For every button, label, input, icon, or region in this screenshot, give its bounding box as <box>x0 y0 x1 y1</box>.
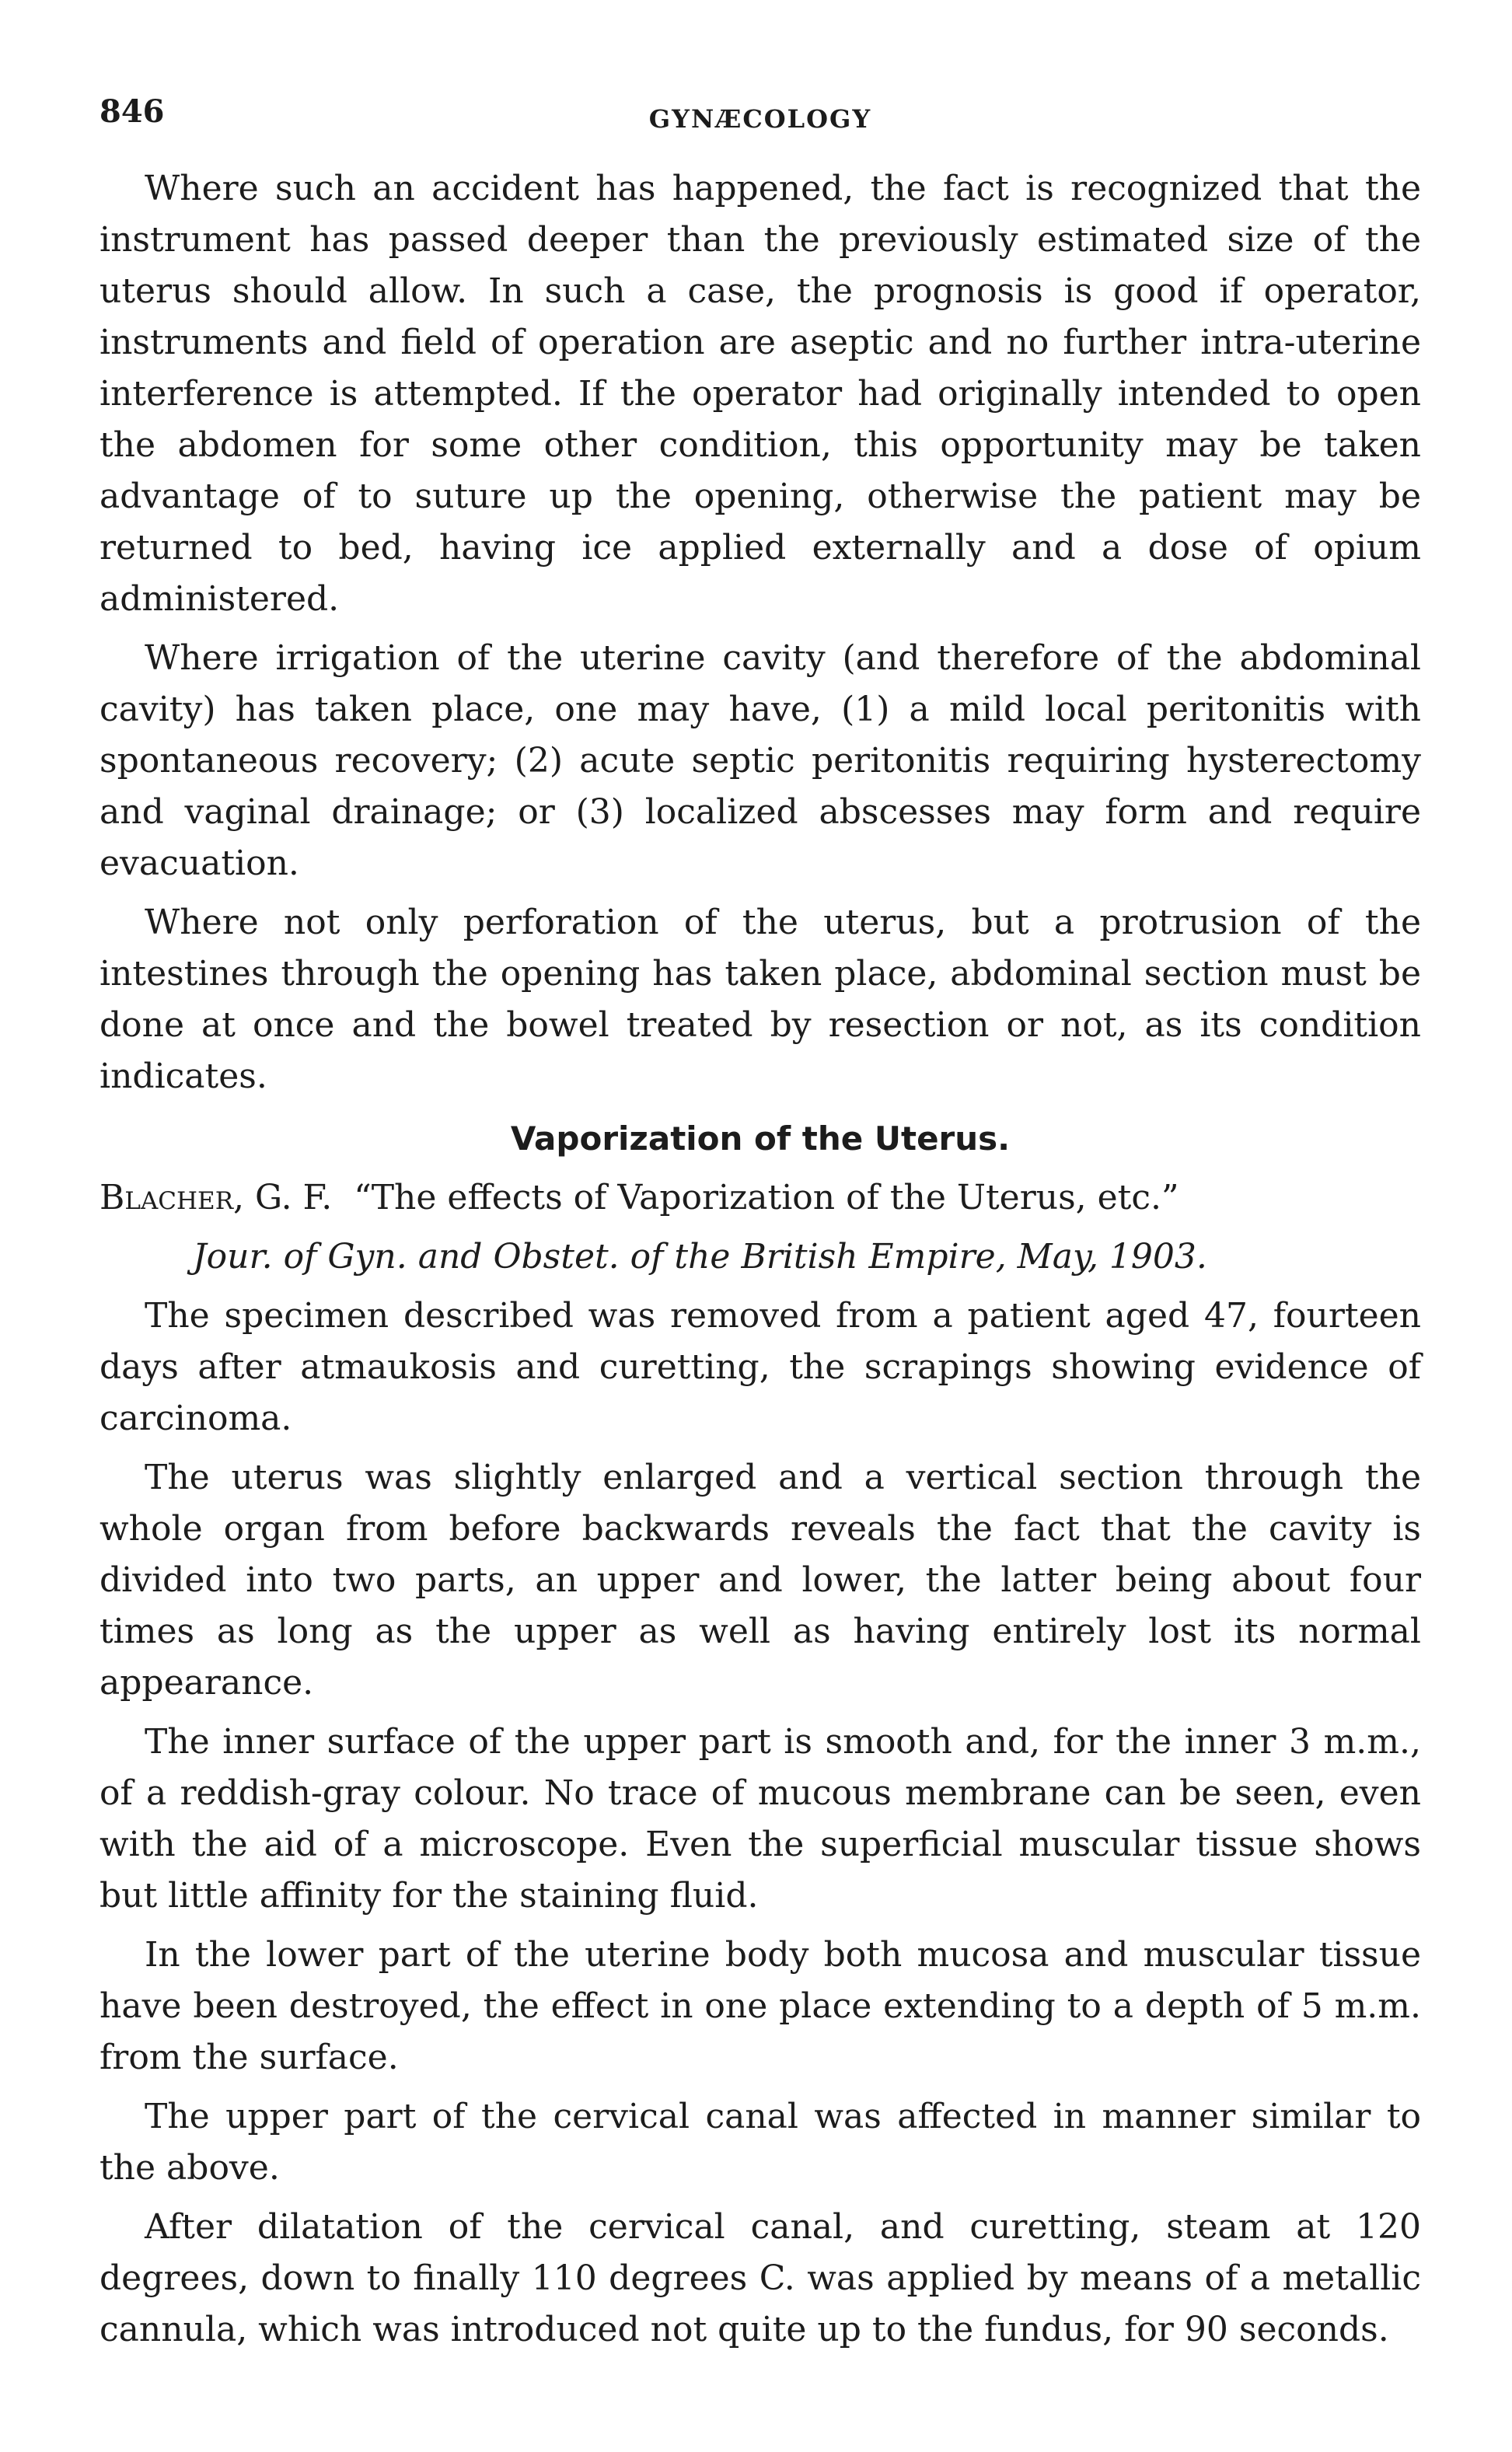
paragraph-perforation: Where not only perforation of the uterus, but a protrusion of the intestines through the opening has taken place, abdominal section must be done at once and the bowel treated by resection or not, as its condition indicates. <box>100 903 1421 1096</box>
citation-journal: Jour. of Gyn. and Obstet. of the British Empire, May, 1903. <box>193 1237 1207 1277</box>
paragraph-lower-part: In the lower part of the uterine body both mucosa and muscular tissue have been destroyed, the effect in one place extending to a depth of 5 m.m. from the surface. <box>100 1935 1421 2077</box>
section-heading: Vaporization of the Uterus. <box>510 1119 1011 1158</box>
paragraph-specimen: The specimen described was removed from a patient aged 47, fourteen days after atmaukosis and curetting, the scrapings showing evidence of carcinoma. <box>100 1296 1421 1438</box>
paragraph-irrigation: Where irrigation of the uterine cavity (and therefore of the abdominal cavity) has taken place, one may have, (1) a mild local peritonitis with spontaneous recovery; (2) acute septic peritonitis requiring hysterectomy and vaginal drainage; or (3) localized abscesses may form and require evacuation. <box>100 638 1421 883</box>
paragraph-cervical-canal: The upper part of the cervical canal was affected in manner similar to the above. <box>100 2097 1421 2188</box>
citation-author: Blacher, G. F. <box>100 1178 333 1217</box>
citation-title: “The effects of Vaporization of the Uterus, etc.” <box>354 1178 1179 1217</box>
page-header <box>100 93 1421 140</box>
paragraph-uterus-enlarged: The uterus was slightly enlarged and a vertical section through the whole organ from before backwards reveals the fact that the cavity is divided into two parts, an upper and lower, the latter being about four times as long as the upper as well as having entirely lost its normal appearance. <box>100 1458 1421 1703</box>
paragraph-accident: Where such an accident has happened, the fact is recognized that the instrument has passed deeper than the previously estimated size of the uterus should allow. In such a case, the prognosis is good if operator, instruments and field of operation are aseptic and no further intra-uterine interference is attempted. If the operator had originally intended to open the abdomen for some other condition, this opportunity may be taken advantage of to suture up the opening, otherwise the patient may be returned to bed, having ice applied externally and a dose of opium administered. <box>100 169 1421 619</box>
running-head: GYNÆCOLOGY <box>648 104 872 134</box>
citation <box>100 1172 1421 1224</box>
book-page <box>100 93 1421 2356</box>
paragraph-dilatation: After dilatation of the cervical canal, and curetting, steam at 120 degrees, down to finally 110 degrees C. was applied by means of a metallic cannula, which was introduced not quite up to the fundus, for 90 seconds. <box>100 2207 1421 2349</box>
paragraph-inner-surface: The inner surface of the upper part is smooth and, for the inner 3 m.m., of a reddish-gray colour. No trace of mucous membrane can be seen, even with the aid of a microscope. Even the superficial muscular tissue shows but little affinity for the staining fluid. <box>100 1722 1421 1916</box>
page-number: 846 <box>100 93 165 130</box>
